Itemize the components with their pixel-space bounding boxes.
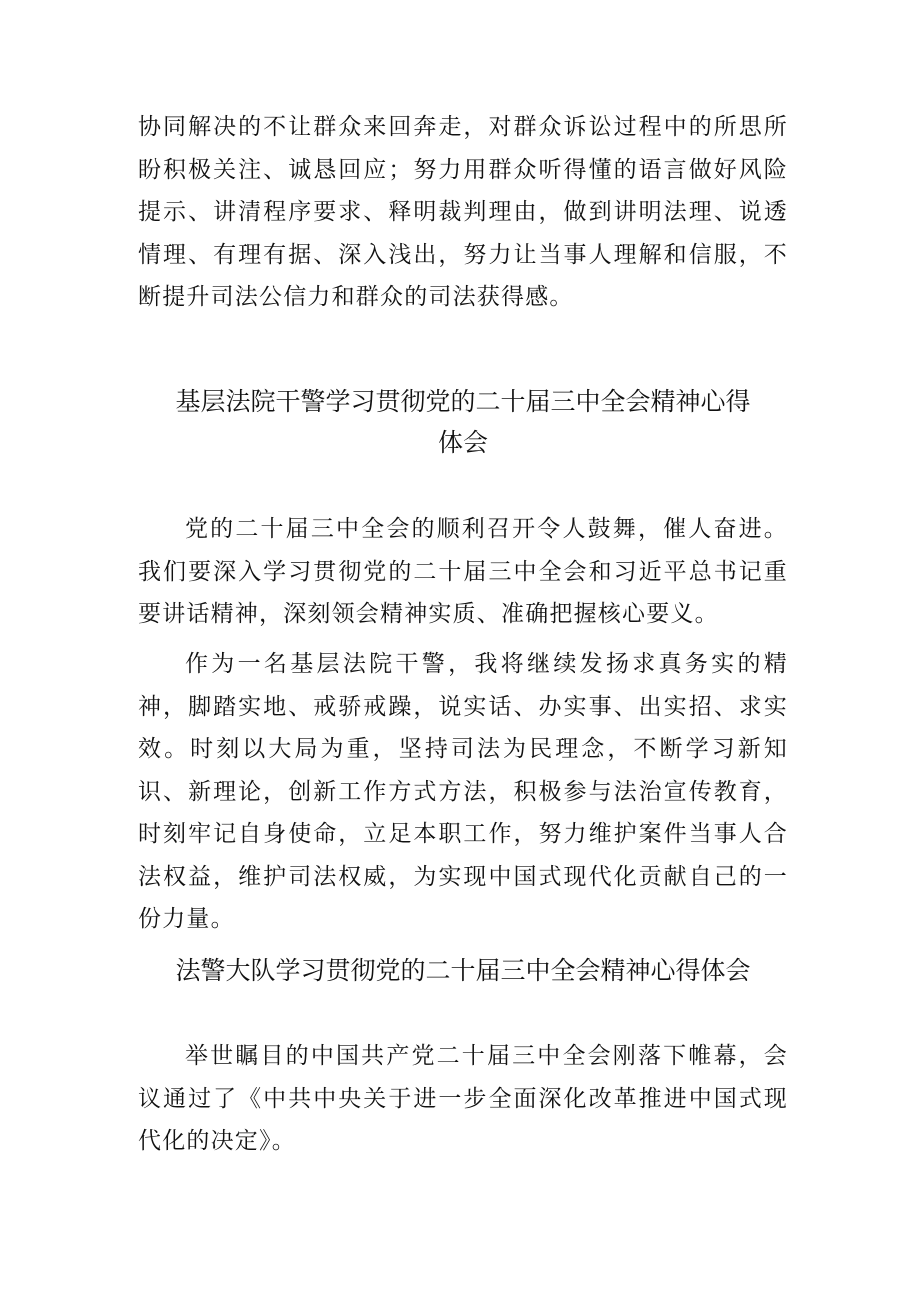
section2-paragraph-1: 举世瞩目的中国共产党二十届三中全会刚落下帷幕，会议通过了《中共中央关于进一步全面深化改革推进中国式现代化的决定》。 (138, 1043, 788, 1154)
continuation-paragraph: 协同解决的不让群众来回奔走，对群众诉讼过程中的所思所盼积极关注、诚恳回应；努力用群众听得懂的语言做好风险提示、讲清程序要求、释明裁判理由，做到讲明法理、说透情理、有理有据、深入浅出，努力让当事人理解和信服，不断提升司法公信力和群众的司法获得感。 (138, 114, 788, 310)
section1-title (138, 381, 788, 463)
section1-title-line2: 体会 (437, 428, 488, 457)
section2-title: 法警大队学习贯彻党的二十届三中全会精神心得体会 (175, 956, 751, 985)
section1-paragraph-2: 作为一名基层法院干警，我将继续发扬求真务实的精神，脚踏实地、戒骄戒躁，说实话、办实事、出实招、求实效。时刻以大局为重，坚持司法为民理念，不断学习新知识、新理论，创新工作方式方法，积极参与法治宣传教育，时刻牢记自身使命，立足本职工作，努力维护案件当事人合法权益，维护司法权威，为实现中国式现代化贡献自己的一份力量。 (138, 651, 788, 932)
section1-paragraph-1: 党的二十届三中全会的顺利召开令人鼓舞，催人奋进。我们要深入学习贯彻党的二十届三中全会和习近平总书记重要讲话精神，深刻领会精神实质、准确把握核心要义。 (138, 516, 788, 627)
section1-title-line1: 基层法院干警学习贯彻党的二十届三中全会精神心得 (175, 387, 751, 416)
